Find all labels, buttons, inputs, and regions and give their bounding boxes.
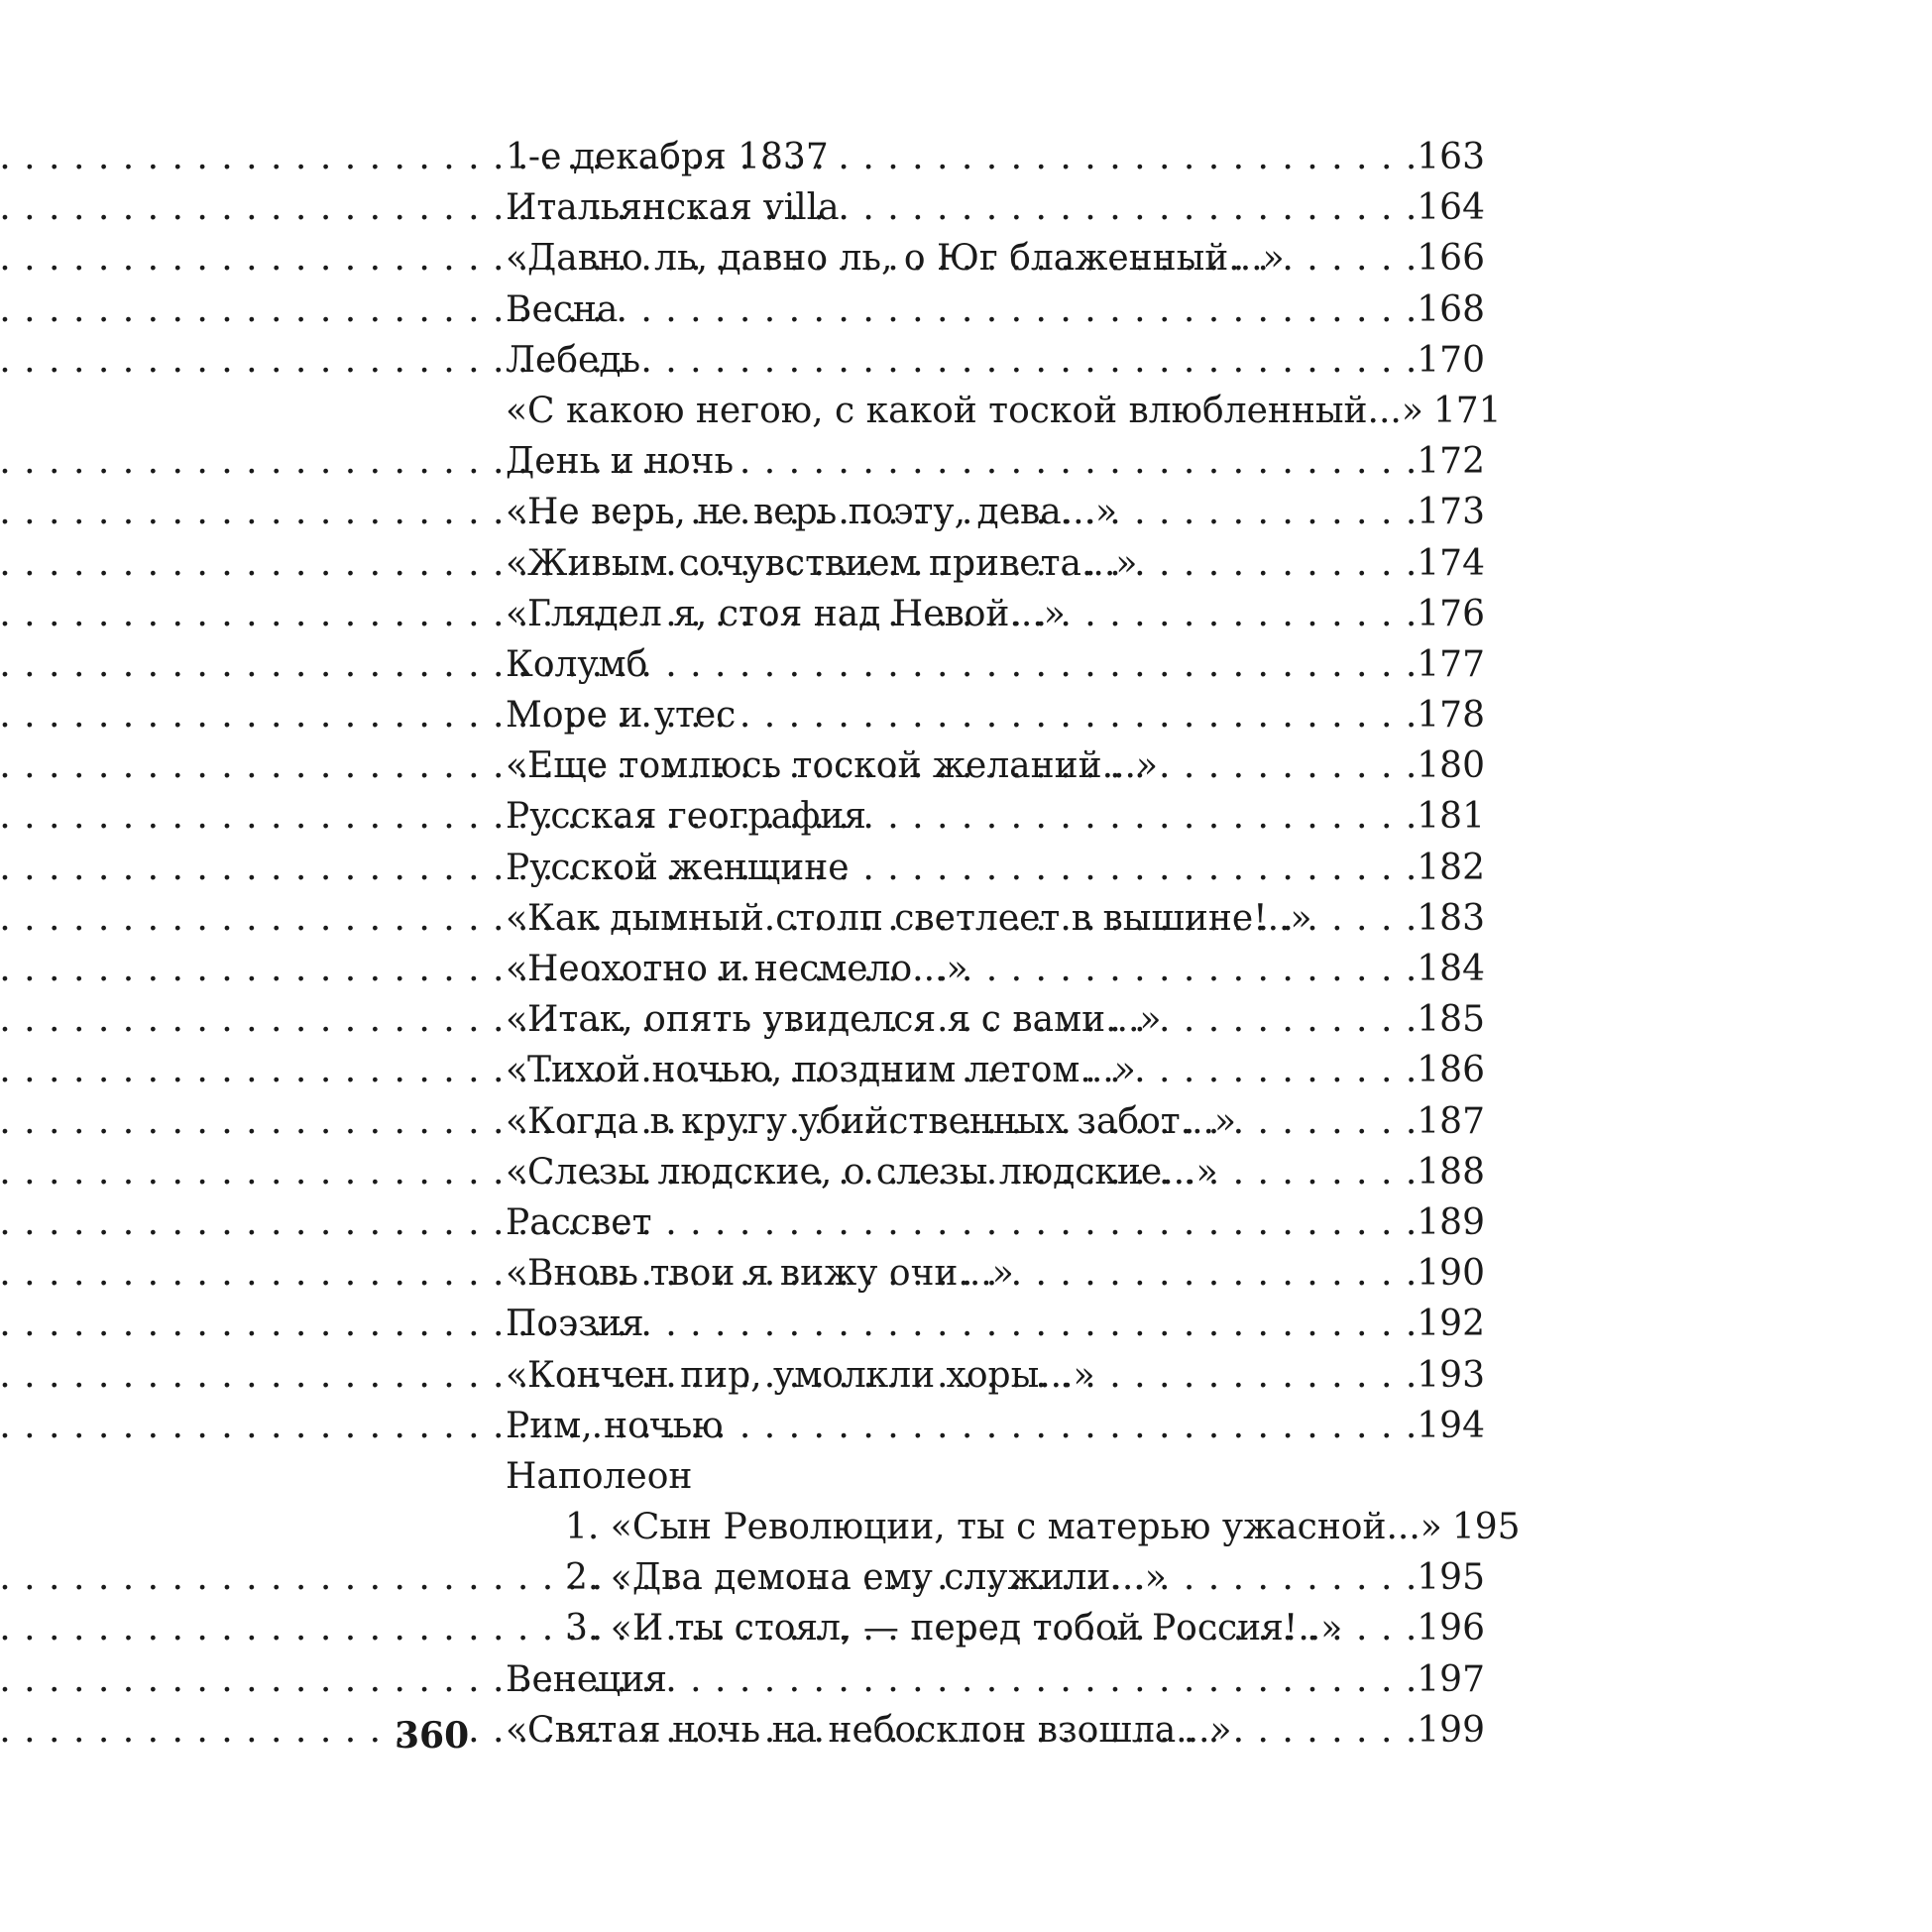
toc-entry-page: 185 (1417, 999, 1485, 1041)
toc-entry (506, 843, 1485, 893)
toc-entry (506, 335, 1485, 386)
toc-subentry-title: 2. «Два демона ему служили...» (565, 1557, 1167, 1599)
toc-entry (506, 1147, 1485, 1197)
toc-entry-title: Итальянская villa (506, 187, 840, 229)
toc-entry (506, 893, 1485, 944)
toc-entry-page: 189 (1417, 1201, 1485, 1243)
toc-entry-page: 164 (1417, 187, 1485, 229)
toc-entry (506, 1401, 1485, 1451)
toc-entry-title: Рассвет (506, 1201, 652, 1243)
dot-leader (839, 132, 1418, 182)
dot-leader (1177, 1552, 1418, 1603)
toc-entry-page: 166 (1417, 238, 1485, 280)
dot-leader (743, 436, 1417, 487)
toc-entry-title: Колумб (506, 643, 648, 685)
toc-entry-page: 171 (1432, 390, 1502, 431)
dot-leader (1024, 1248, 1418, 1299)
toc-entry-page: 173 (1417, 492, 1485, 533)
dot-leader (1228, 1147, 1418, 1197)
toc-entry-page: 177 (1417, 643, 1485, 685)
toc-entry-title: «Итак, опять увиделся я с вами...» (506, 999, 1162, 1041)
toc-entry (506, 284, 1485, 335)
toc-entry-title: Море и утес (506, 695, 737, 737)
dot-leader (1352, 1603, 1417, 1653)
toc-entry-title: «Слезы людские, о слезы людские...» (506, 1151, 1218, 1193)
toc-entry-title: Поэзия (506, 1304, 644, 1345)
toc-entry-title: Лебедь (506, 339, 641, 381)
toc-entry-page: 172 (1417, 441, 1485, 483)
toc-entry (506, 1197, 1485, 1248)
toc-entry (506, 791, 1485, 842)
toc-entry (506, 740, 1485, 791)
dot-leader (1171, 994, 1417, 1045)
dot-leader (1127, 487, 1417, 537)
toc-entry (506, 436, 1485, 487)
toc-entry-title: День и ночь (506, 441, 735, 483)
toc-entry-title: «Кончен пир, умолкли хоры...» (506, 1354, 1095, 1396)
toc-entry (506, 1350, 1485, 1401)
dot-leader (1242, 1705, 1418, 1756)
toc-subentry (506, 1603, 1485, 1653)
toc-entry-title: «Еще томлюсь тоской желаний...» (506, 745, 1158, 787)
toc-entry-title: Рим, ночью (506, 1405, 724, 1446)
toc-entry-page: 193 (1417, 1354, 1485, 1396)
toc-entry (506, 1045, 1485, 1095)
toc-entry-title: «С какою негою, с какой тоской влюбленный...» (506, 390, 1423, 431)
toc-entry (506, 182, 1485, 233)
toc-entry-page: 178 (1417, 695, 1485, 737)
toc-entry-page: 192 (1417, 1304, 1485, 1345)
toc-entry (506, 1248, 1485, 1299)
toc-entry-title: «Глядел я, стоя над Невой...» (506, 593, 1066, 634)
toc-subentry (506, 1502, 1521, 1552)
page-number: 360 (395, 1715, 470, 1757)
toc-entry-page: 176 (1417, 593, 1485, 634)
dot-leader (657, 639, 1417, 690)
toc-entry (506, 690, 1485, 740)
toc-entry-page: 174 (1417, 542, 1485, 584)
toc-entry (506, 538, 1485, 589)
dot-leader (650, 335, 1417, 386)
dot-leader (1076, 589, 1417, 639)
toc-entry-page: 182 (1417, 847, 1485, 888)
toc-subentry-page: 196 (1417, 1608, 1485, 1649)
dot-leader (859, 843, 1418, 893)
toc-entry-title: Весна (506, 288, 619, 330)
toc-entry-title: «Святая ночь на небосклон взошла...» (506, 1709, 1232, 1751)
toc-entry-page: 197 (1417, 1658, 1485, 1700)
dot-leader (627, 284, 1417, 335)
toc-group-title: Наполеон (506, 1455, 693, 1497)
dot-leader (850, 182, 1418, 233)
toc-entry (506, 589, 1485, 639)
toc-entry-title: Венеция (506, 1658, 667, 1700)
toc-entry-title: «Давно ль, давно ль, о Юг блаженный...» (506, 238, 1285, 280)
dot-leader (1295, 233, 1418, 284)
toc-entry-title: Русской женщине (506, 847, 850, 888)
toc-entry-page: 181 (1417, 796, 1485, 838)
dot-leader (1105, 1350, 1418, 1401)
toc-entry (506, 1299, 1485, 1349)
toc-entry-page: 187 (1417, 1100, 1485, 1142)
toc-entry-page: 188 (1417, 1151, 1485, 1193)
toc-subentry-title: 3. «И ты стоял, — перед тобой Россия!..» (565, 1608, 1343, 1649)
toc-entry-page: 163 (1417, 137, 1485, 177)
toc-entry-page: 184 (1417, 949, 1485, 989)
dot-leader (734, 1401, 1418, 1451)
toc-entry (506, 132, 1485, 182)
toc-entry-title: «Неохотно и несмело...» (506, 949, 968, 989)
toc-entry (506, 386, 1502, 436)
dot-leader (745, 690, 1417, 740)
toc-entry-title: «Когда в кругу убийственных забот...» (506, 1100, 1237, 1142)
dot-leader (1246, 1096, 1417, 1147)
toc-entry-title: «Не верь, не верь поэту, дева...» (506, 492, 1118, 533)
toc-subentry-title: 1. «Сын Революции, ты с матерью ужасной...» (565, 1507, 1442, 1548)
toc-entry (506, 639, 1485, 690)
toc-entry-page: 170 (1417, 339, 1485, 381)
dot-leader (978, 944, 1418, 994)
toc-entry-title: 1-е декабря 1837 (506, 137, 829, 177)
toc-entry-title: «Тихой ночью, поздним летом...» (506, 1050, 1136, 1091)
toc-entry (506, 944, 1485, 994)
toc-entry-page: 183 (1417, 897, 1485, 939)
dot-leader (662, 1197, 1418, 1248)
toc-subentry-page: 195 (1417, 1557, 1485, 1599)
toc-entry (506, 994, 1485, 1045)
dot-leader (1147, 538, 1417, 589)
toc-entry (506, 1654, 1485, 1705)
toc-entry-title: Русская география (506, 796, 866, 838)
toc-entry-page: 186 (1417, 1050, 1485, 1091)
dot-leader (1322, 893, 1418, 944)
toc-entry-title: «Живым сочувствием привета...» (506, 542, 1138, 584)
dot-leader (677, 1654, 1417, 1705)
toc-entry (506, 487, 1485, 537)
toc-entry (506, 1705, 1485, 1756)
toc-entry-page: 168 (1417, 288, 1485, 330)
toc-subentry (506, 1552, 1485, 1603)
dot-leader (876, 791, 1417, 842)
dot-leader (1146, 1045, 1418, 1095)
toc-entry-page: 180 (1417, 745, 1485, 787)
toc-entry (506, 1096, 1485, 1147)
toc-entry (506, 233, 1485, 284)
toc-entry-title: «Как дымный столп светлеет в вышине!..» (506, 897, 1312, 939)
toc-entry-page: 194 (1417, 1405, 1485, 1446)
table-of-contents (506, 132, 1521, 1756)
toc-entry-page: 190 (1417, 1253, 1485, 1295)
dot-leader (654, 1299, 1418, 1349)
toc-entry-title: «Вновь твои я вижу очи...» (506, 1253, 1014, 1295)
toc-subentry-page: 195 (1451, 1507, 1521, 1548)
toc-group-heading (506, 1451, 1485, 1502)
dot-leader (1168, 740, 1417, 791)
toc-entry-page: 199 (1417, 1709, 1485, 1751)
